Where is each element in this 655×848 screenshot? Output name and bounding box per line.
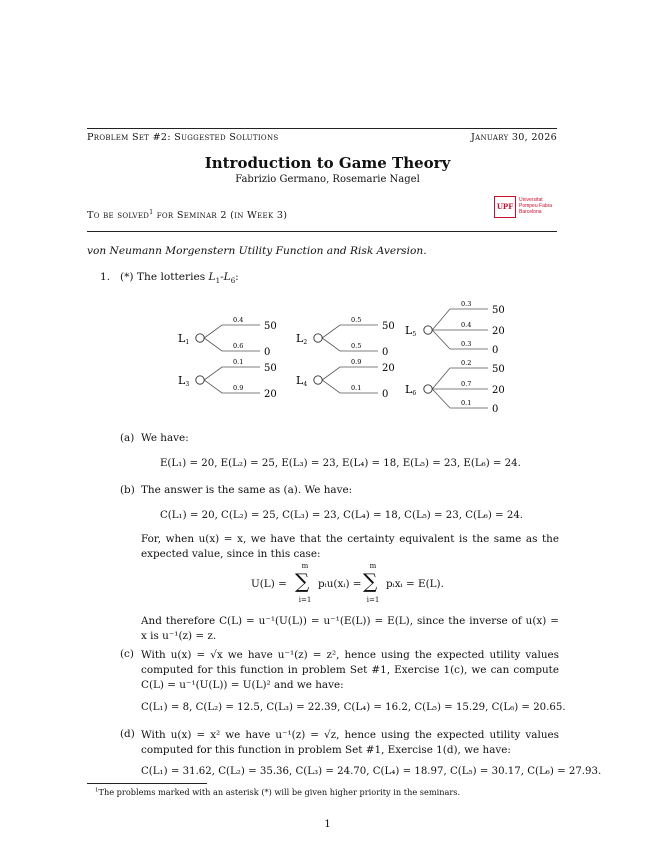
page-title: Introduction to Game Theory	[204, 154, 451, 172]
section-title: von Neumann Morgenstern Utility Function and Risk Aversion.	[87, 245, 427, 257]
branch-payoff: 20	[264, 389, 277, 400]
branch-payoff: 0	[264, 347, 271, 358]
lottery-label: L5	[405, 324, 417, 338]
chance-node	[314, 376, 322, 384]
branch-payoff: 50	[264, 363, 277, 374]
sum-term-2: pᵢxᵢ = E(L).	[386, 578, 444, 590]
part-d-equation: C(L₁) = 31.62, C(L₂) = 35.36, C(L₃) = 24.70, C(L₄) = 18.97, C(L₅) = 30.17, C(L₆) = 27.93.	[141, 766, 602, 777]
item-intro-math: L	[208, 271, 216, 283]
footnote-rule	[87, 783, 207, 784]
sum-equation	[251, 562, 511, 608]
part-b-paragraph-1: For, when u(x) = x, we have that the certainty equivalent is the same as the expected value, since in this case:	[141, 533, 559, 561]
branch-probability: 0.1	[351, 384, 362, 392]
item-intro-dash: -	[220, 271, 224, 283]
lottery-branch	[322, 325, 378, 338]
lottery-branch	[204, 367, 260, 380]
branch-probability: 0.2	[461, 359, 472, 367]
sum-term-1: pᵢu(xᵢ) =	[318, 578, 362, 590]
chance-node	[424, 385, 432, 393]
page-number: 1	[324, 818, 331, 830]
branch-payoff: 20	[492, 326, 505, 337]
part-d-text: With u(x) = x² we have u⁻¹(z) = √z, hence using the expected utility values computed for this function in problem Set #1, Exercise 1(d), we have:	[141, 729, 559, 757]
footnote-text: The problems marked with an asterisk (*) will be given higher priority in the seminars.	[98, 787, 461, 797]
sum1-bottom: i=1	[298, 596, 312, 604]
branch-payoff: 50	[492, 364, 505, 375]
lottery-branch	[204, 325, 260, 338]
branch-probability: 0.4	[233, 316, 244, 324]
part-a-equation: E(L₁) = 20, E(L₂) = 25, E(L₃) = 23, E(L₄) = 18, E(L₅) = 23, E(L₆) = 24.	[160, 458, 521, 469]
branch-probability: 0.9	[233, 384, 244, 392]
lottery-label: L2	[296, 332, 308, 346]
subline-footnote-mark: 1	[149, 209, 154, 216]
lottery-label: L3	[178, 374, 190, 388]
part-c-equation: C(L₁) = 8, C(L₂) = 12.5, C(L₃) = 22.39, C(L₄) = 16.2, C(L₅) = 15.29, C(L₆) = 20.65.	[141, 702, 566, 713]
branch-probability: 0.1	[461, 399, 472, 407]
part-b-label: (b)	[120, 484, 135, 496]
lottery-label: L1	[178, 332, 190, 346]
item-intro-sub2: 6	[230, 277, 236, 286]
branch-probability: 0.5	[351, 342, 362, 350]
chance-node	[196, 334, 204, 342]
chance-node	[196, 376, 204, 384]
branch-payoff: 20	[492, 385, 505, 396]
sum1-top: m	[301, 562, 309, 570]
lottery-label: L6	[405, 383, 417, 397]
branch-payoff: 50	[382, 321, 395, 332]
logo-text-1: Universitat	[519, 197, 543, 203]
item-number: 1.	[100, 271, 111, 283]
footnote	[95, 787, 460, 797]
sum1-sign: ∑	[295, 569, 310, 593]
branch-probability: 0.3	[461, 340, 472, 348]
branch-payoff: 0	[492, 345, 499, 356]
chance-node	[424, 326, 432, 334]
header-right: January 30, 2026	[470, 132, 557, 143]
part-a-text: We have:	[141, 432, 189, 444]
sum2-bottom: i=1	[366, 596, 380, 604]
chance-node	[314, 334, 322, 342]
branch-payoff: 20	[382, 363, 395, 374]
authors: Fabrizio Germano, Rosemarie Nagel	[235, 174, 420, 185]
part-b-text: The answer is the same as (a). We have:	[141, 484, 353, 496]
item-intro-sub1: 1	[215, 277, 221, 286]
logo-text-2: Pompeu Fabra	[519, 203, 553, 209]
lottery-branch	[322, 367, 378, 380]
part-c-label: (c)	[120, 648, 134, 660]
lottery-label: L4	[296, 374, 308, 388]
branch-payoff: 0	[382, 347, 389, 358]
footnote-mark: 1	[95, 787, 99, 794]
branch-payoff: 50	[264, 321, 277, 332]
branch-probability: 0.5	[351, 316, 362, 324]
branch-payoff: 0	[382, 389, 389, 400]
branch-probability: 0.7	[461, 380, 472, 388]
branch-probability: 0.6	[233, 342, 244, 350]
branch-probability: 0.9	[351, 358, 362, 366]
logo-mark: UPF	[494, 196, 516, 218]
part-b-paragraph-2: And therefore C(L) = u⁻¹(U(L)) = u⁻¹(E(L)) = E(L), since the inverse of u(x) = x is u⁻¹(z) = z.	[141, 615, 559, 643]
branch-probability: 0.3	[461, 300, 472, 308]
part-c-text: With u(x) = √x we have u⁻¹(z) = z², hence using the expected utility values computed for this function in problem Set #1, Exercise 1(c), we can compute C(L) = u⁻¹(U(L)) = U(L)² and we have:	[141, 649, 559, 692]
branch-probability: 0.4	[461, 321, 472, 329]
sum2-top: m	[369, 562, 377, 570]
branch-payoff: 0	[492, 404, 499, 415]
part-d-label: (d)	[120, 728, 135, 740]
subline-pre: To be solved	[87, 210, 150, 222]
item-intro-suffix: :	[235, 271, 239, 283]
subline-post: for Seminar 2 (in Week 3)	[153, 210, 288, 222]
item-intro-math-2: L	[223, 271, 231, 283]
header-left: Problem Set #2: Suggested Solutions	[87, 132, 279, 143]
branch-payoff: 50	[492, 305, 505, 316]
branch-probability: 0.1	[233, 358, 244, 366]
part-b-equation: C(L₁) = 20, C(L₂) = 25, C(L₃) = 23, C(L₄) = 18, C(L₅) = 23, C(L₆) = 24.	[160, 510, 524, 521]
part-a-label: (a)	[120, 432, 135, 444]
sum-left: U(L) =	[251, 578, 287, 590]
logo-text-3: Barcelona	[519, 209, 542, 215]
sum2-sign: ∑	[363, 569, 378, 593]
item-intro-prefix: (*) The lotteries	[120, 271, 209, 283]
